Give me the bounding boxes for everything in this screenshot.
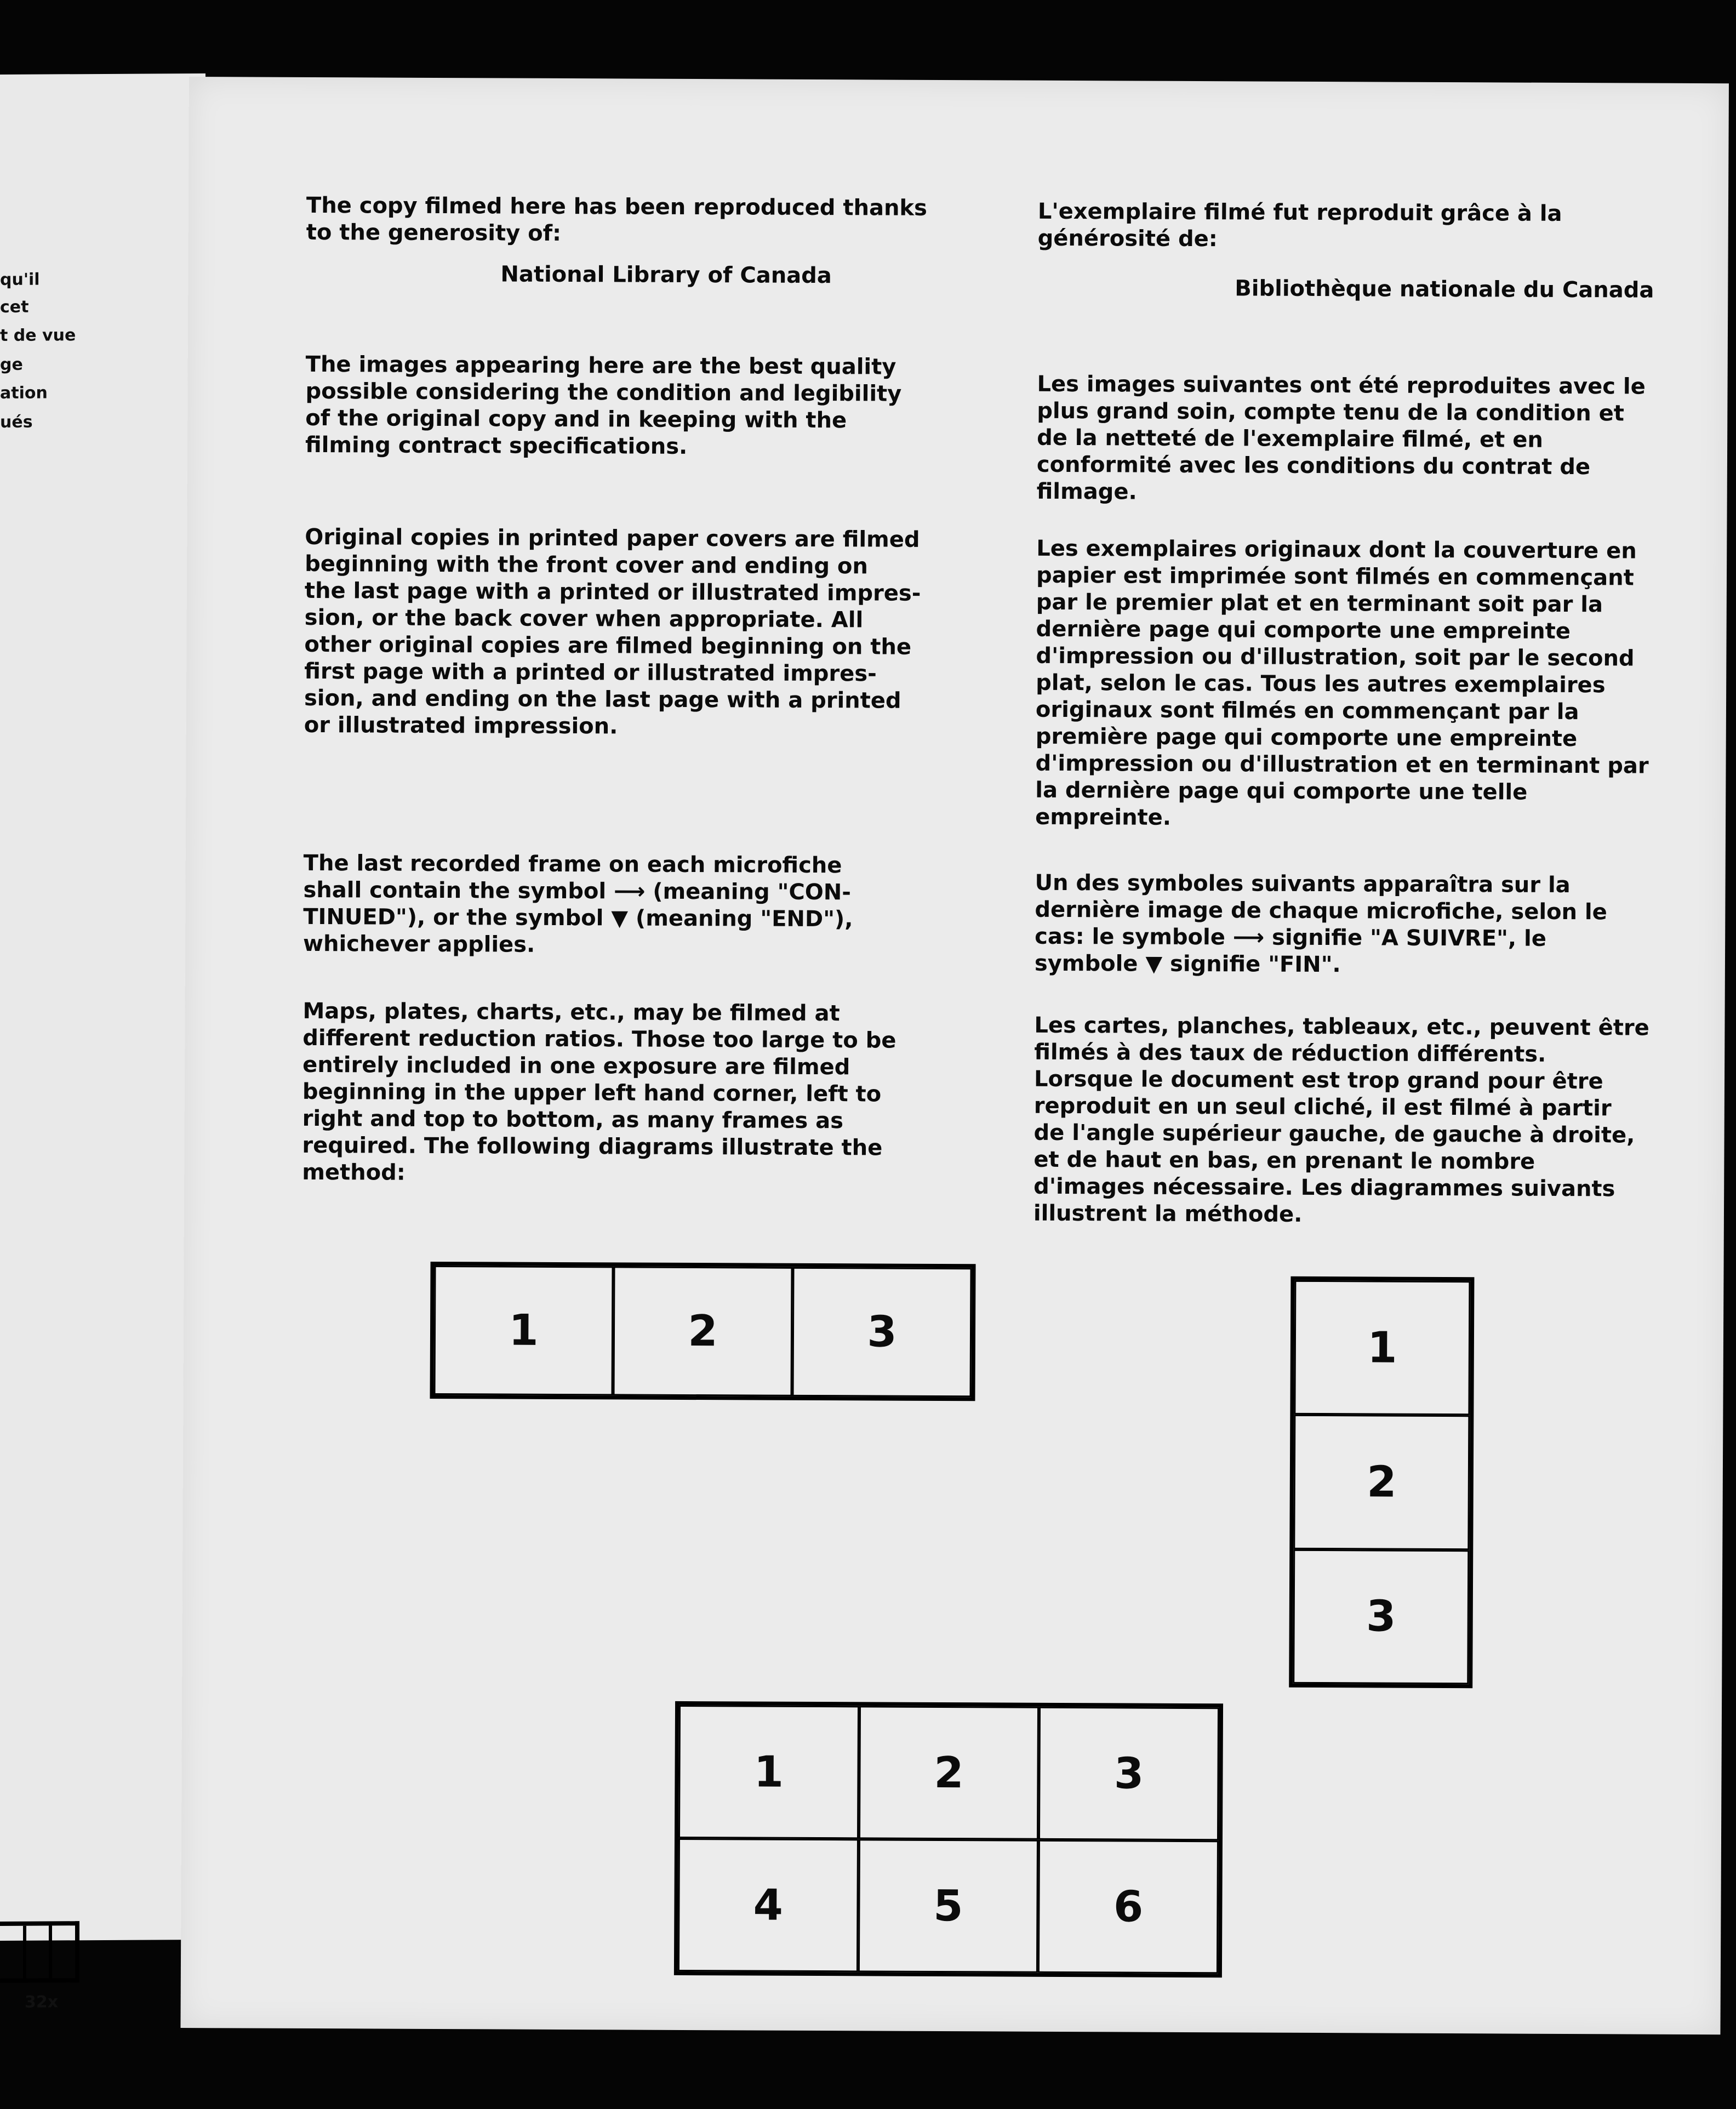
fr-maps-statement: Les cartes, planches, tableaux, etc., peuvent être filmés à des taux de réduction différents. Lorsque le document est trop grand pour être reproduit en un seul cliché, il est filmé à partir de l'angle supérieur gauche, de gauche à droite, et de haut en bas, en prenant le nombre d'images nécessaire. Les diagrammes suivants illustrent la méthode. bbox=[1033, 1012, 1649, 1227]
left-fragment-2: cet bbox=[0, 297, 29, 317]
en-originals-statement: Original copies in printed paper covers are filmed beginning with the front cover and ending on the last page with a printed or illustrated impres- sion, or the back cover when appropriate. All other original copies are filmed beginning on the first page with a printed or illustrated impres- sion, and ending on the last page with a printed or illustrated impression. bbox=[304, 524, 921, 739]
diagram-cell: 5 bbox=[858, 1839, 1039, 1973]
fr-quality-statement: Les images suivantes ont été reproduites avec le plus grand soin, compte tenu de la condition et de la netteté de l'exemplaire filmé, et en conformité avec les conditions du contrat de filmage. bbox=[1036, 371, 1646, 505]
diagram-cell: 1 bbox=[678, 1705, 859, 1839]
en-institution: National Library of Canada bbox=[500, 261, 832, 289]
diagram-cell: 3 bbox=[1293, 1549, 1469, 1684]
diagram-cell: 3 bbox=[792, 1267, 972, 1397]
diagram-vertical bbox=[1289, 1276, 1474, 1688]
en-symbols-statement: The last recorded frame on each microfiche shall contain the symbol ⟶ (meaning "CON- TINUED"), or the symbol ▼ (meaning "END"), whichever applies. bbox=[302, 850, 853, 957]
diagram-cell: 3 bbox=[1038, 1707, 1219, 1840]
diagram-grid bbox=[674, 1701, 1223, 1977]
target-page bbox=[180, 77, 1729, 2034]
diagram-cell: 6 bbox=[1038, 1840, 1219, 1974]
left-fragment-1: qu'il bbox=[0, 270, 40, 289]
diagram-cell: 1 bbox=[1294, 1280, 1470, 1416]
left-frame-boxes bbox=[0, 1921, 79, 1983]
left-fragment-6: ués bbox=[0, 412, 33, 432]
left-page-fragment bbox=[0, 73, 205, 2012]
en-quality-statement: The images appearing here are the best quality possible considering the condition and legibility of the original copy and in keeping with the filming contract specifications. bbox=[305, 351, 902, 459]
diagram-cell: 2 bbox=[859, 1706, 1040, 1839]
left-fragment-5: ation bbox=[0, 383, 48, 403]
fr-originals-statement: Les exemplaires originaux dont la couverture en papier est imprimée sont filmés en commençant par le premier plat et en terminant soit par la dernière page qui comporte une empreinte d'impression ou d'illustration, soit par le second plat, selon le cas. Tous les autres exemplaires originaux sont filmés en commençant par la première page qui comporte une empreinte d'impression ou d'illustration et en terminant par la dernière page qui comporte une telle empreinte. bbox=[1035, 535, 1649, 830]
diagram-cell: 4 bbox=[678, 1838, 859, 1972]
en-maps-statement: Maps, plates, charts, etc., may be filmed at different reduction ratios. Those too large to be entirely included in one exposure are filmed beginning in the upper left hand corner, left to right and top to bottom, as many frames as required. The following diagrams illustrate the method: bbox=[302, 998, 896, 1185]
frame-number: 32x bbox=[25, 1992, 59, 2012]
fr-symbols-statement: Un des symboles suivants apparaîtra sur la dernière image de chaque microfiche, selon le cas: le symbole ⟶ signifie "A SUIVRE", le symbole ▼ signifie "FIN". bbox=[1034, 870, 1607, 978]
fr-acknowledgement: L'exemplaire filmé fut reproduit grâce à la générosité de: bbox=[1037, 198, 1562, 252]
diagram-cell: 1 bbox=[434, 1266, 614, 1395]
left-fragment-4: ge bbox=[0, 355, 23, 374]
diagram-cell: 2 bbox=[1293, 1415, 1470, 1550]
diagram-horizontal bbox=[430, 1262, 975, 1401]
en-acknowledgement: The copy filmed here has been reproduced thanks to the generosity of: bbox=[306, 192, 928, 246]
left-fragment-3: t de vue bbox=[0, 326, 76, 345]
diagram-cell: 2 bbox=[613, 1266, 793, 1396]
fr-institution: Bibliothèque nationale du Canada bbox=[1235, 276, 1654, 303]
